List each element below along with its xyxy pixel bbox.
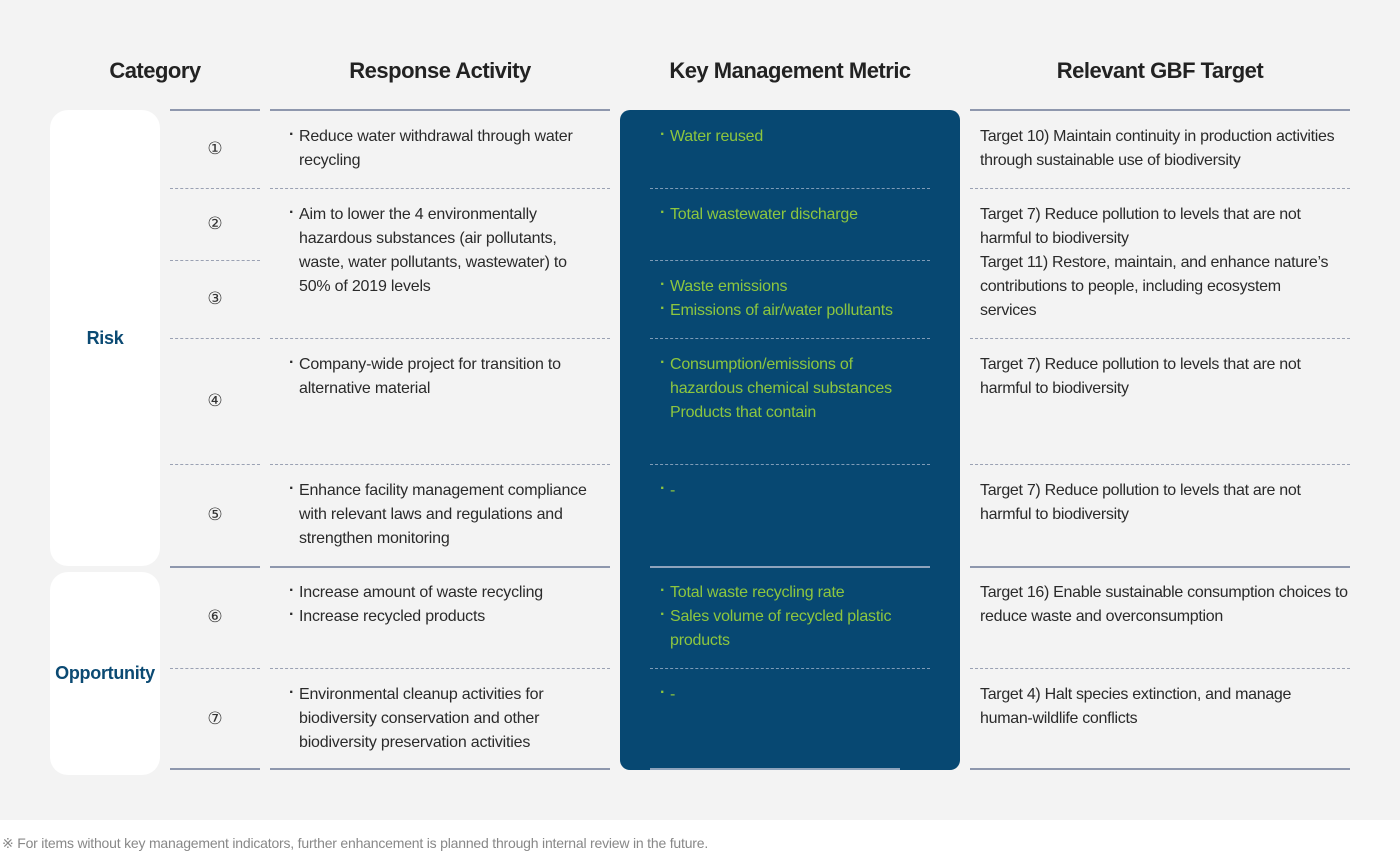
- metric-cell: [660, 275, 930, 323]
- footnote: ※ For items without key management indicators, further enhancement is planned through internal review in the future.: [2, 835, 709, 851]
- bullet-item: · Increase amount of waste recycling: [289, 581, 599, 605]
- divider: [650, 464, 930, 465]
- bullet-item: · Increase recycled products: [289, 605, 599, 629]
- divider: [970, 188, 1350, 189]
- category-label: Risk: [86, 327, 124, 348]
- gbf-target-cell: [980, 581, 1350, 629]
- gbf-target-text: Target 10) Maintain continuity in production activities through sustainable use of biodiversity: [980, 128, 1335, 169]
- row-number: ③: [207, 289, 223, 308]
- gbf-target-cell: [980, 203, 1330, 323]
- metric-cell: [660, 353, 910, 425]
- bullet-item: · Enhance facility management compliance with relevant laws and regulations and strengthen monitoring: [289, 479, 599, 551]
- response-activity-cell: [289, 125, 599, 173]
- divider: [170, 668, 260, 669]
- divider: [650, 668, 930, 669]
- bullet-item: · Company-wide project for transition to alternative material: [289, 353, 599, 401]
- bullet-item: · Emissions of air/water pollutants: [660, 299, 930, 323]
- gbf-target-cell: [980, 125, 1350, 173]
- divider: [170, 109, 260, 111]
- bullet-item: · Waste emissions: [660, 275, 930, 299]
- divider: [970, 338, 1350, 339]
- row-number: ①: [207, 139, 223, 158]
- divider: [270, 188, 610, 189]
- bullet-item: · Total wastewater discharge: [660, 203, 930, 227]
- divider: [170, 188, 260, 189]
- gbf-target-text: Target 7) Reduce pollution to levels that are not harmful to biodiversity: [980, 482, 1301, 523]
- bullet-item: · Reduce water withdrawal through water recycling: [289, 125, 599, 173]
- divider: [970, 464, 1350, 465]
- divider: [650, 260, 930, 261]
- gbf-target-cell: [980, 479, 1330, 527]
- divider: [650, 566, 930, 568]
- bullet-item: · Total waste recycling rate: [660, 581, 915, 605]
- divider: [170, 260, 260, 261]
- response-activity-cell: [289, 353, 599, 401]
- bullet-item: · -: [660, 479, 930, 503]
- row-number: ⑤: [207, 505, 223, 524]
- header-response-activity: Response Activity: [349, 58, 531, 83]
- metric-cell: [660, 125, 930, 149]
- divider: [270, 768, 610, 770]
- gbf-target-text: Target 7) Reduce pollution to levels that are not harmful to biodiversity: [980, 206, 1301, 247]
- bullet-item: · Aim to lower the 4 environmentally hazardous substances (air pollutants, waste, water pollutants, wastewater) to 50% of 2019 levels: [289, 203, 599, 299]
- metric-cell: [660, 683, 930, 707]
- divider: [270, 566, 610, 568]
- divider: [270, 464, 610, 465]
- divider: [270, 109, 610, 111]
- divider: [970, 109, 1350, 111]
- response-activity-cell: [289, 581, 599, 629]
- row-number: ④: [207, 391, 223, 410]
- gbf-target-text: Target 7) Reduce pollution to levels that are not harmful to biodiversity: [980, 356, 1301, 397]
- bullet-item: · -: [660, 683, 930, 707]
- row-number: ⑥: [207, 607, 223, 626]
- divider: [270, 668, 610, 669]
- divider: [970, 566, 1350, 568]
- gbf-target-text: Target 16) Enable sustainable consumption choices to reduce waste and overconsumption: [980, 584, 1348, 625]
- row-number: ②: [207, 214, 223, 233]
- divider: [170, 768, 260, 770]
- gbf-target-cell: [980, 683, 1320, 731]
- category-opportunity: [50, 572, 160, 775]
- gbf-target-cell: [980, 353, 1330, 401]
- bullet-item: · Water reused: [660, 125, 930, 149]
- divider: [970, 668, 1350, 669]
- divider: [170, 464, 260, 465]
- bullet-item: · Environmental cleanup activities for biodiversity conservation and other biodiversity preservation activities: [289, 683, 579, 755]
- metric-cell: [660, 479, 930, 503]
- metric-cell: [660, 581, 915, 653]
- response-activity-cell: [289, 479, 599, 551]
- divider: [170, 338, 260, 339]
- category-risk: [50, 110, 160, 566]
- category-label: Opportunity: [55, 663, 155, 683]
- divider: [270, 338, 610, 339]
- response-activity-cell: [289, 203, 599, 299]
- gbf-target-text: Target 11) Restore, maintain, and enhance nature’s contributions to people, including ecosystem services: [980, 254, 1329, 319]
- divider: [970, 768, 1350, 770]
- divider: [650, 768, 900, 770]
- bullet-item: · Sales volume of recycled plastic products: [660, 605, 915, 653]
- header-relevant-gbf-target: Relevant GBF Target: [1056, 58, 1264, 83]
- header-key-management-metric: Key Management Metric: [669, 58, 911, 83]
- divider: [650, 338, 930, 339]
- gbf-target-text: Target 4) Halt species extinction, and manage human-wildlife conflicts: [980, 686, 1292, 727]
- row-number: ⑦: [207, 709, 223, 728]
- bullet-item: · Consumption/emissions of hazardous chemical substances Products that contain: [660, 353, 910, 425]
- divider: [170, 566, 260, 568]
- metric-cell: [660, 203, 930, 227]
- header-category: Category: [109, 58, 201, 83]
- response-activity-cell: [289, 683, 579, 755]
- divider: [650, 188, 930, 189]
